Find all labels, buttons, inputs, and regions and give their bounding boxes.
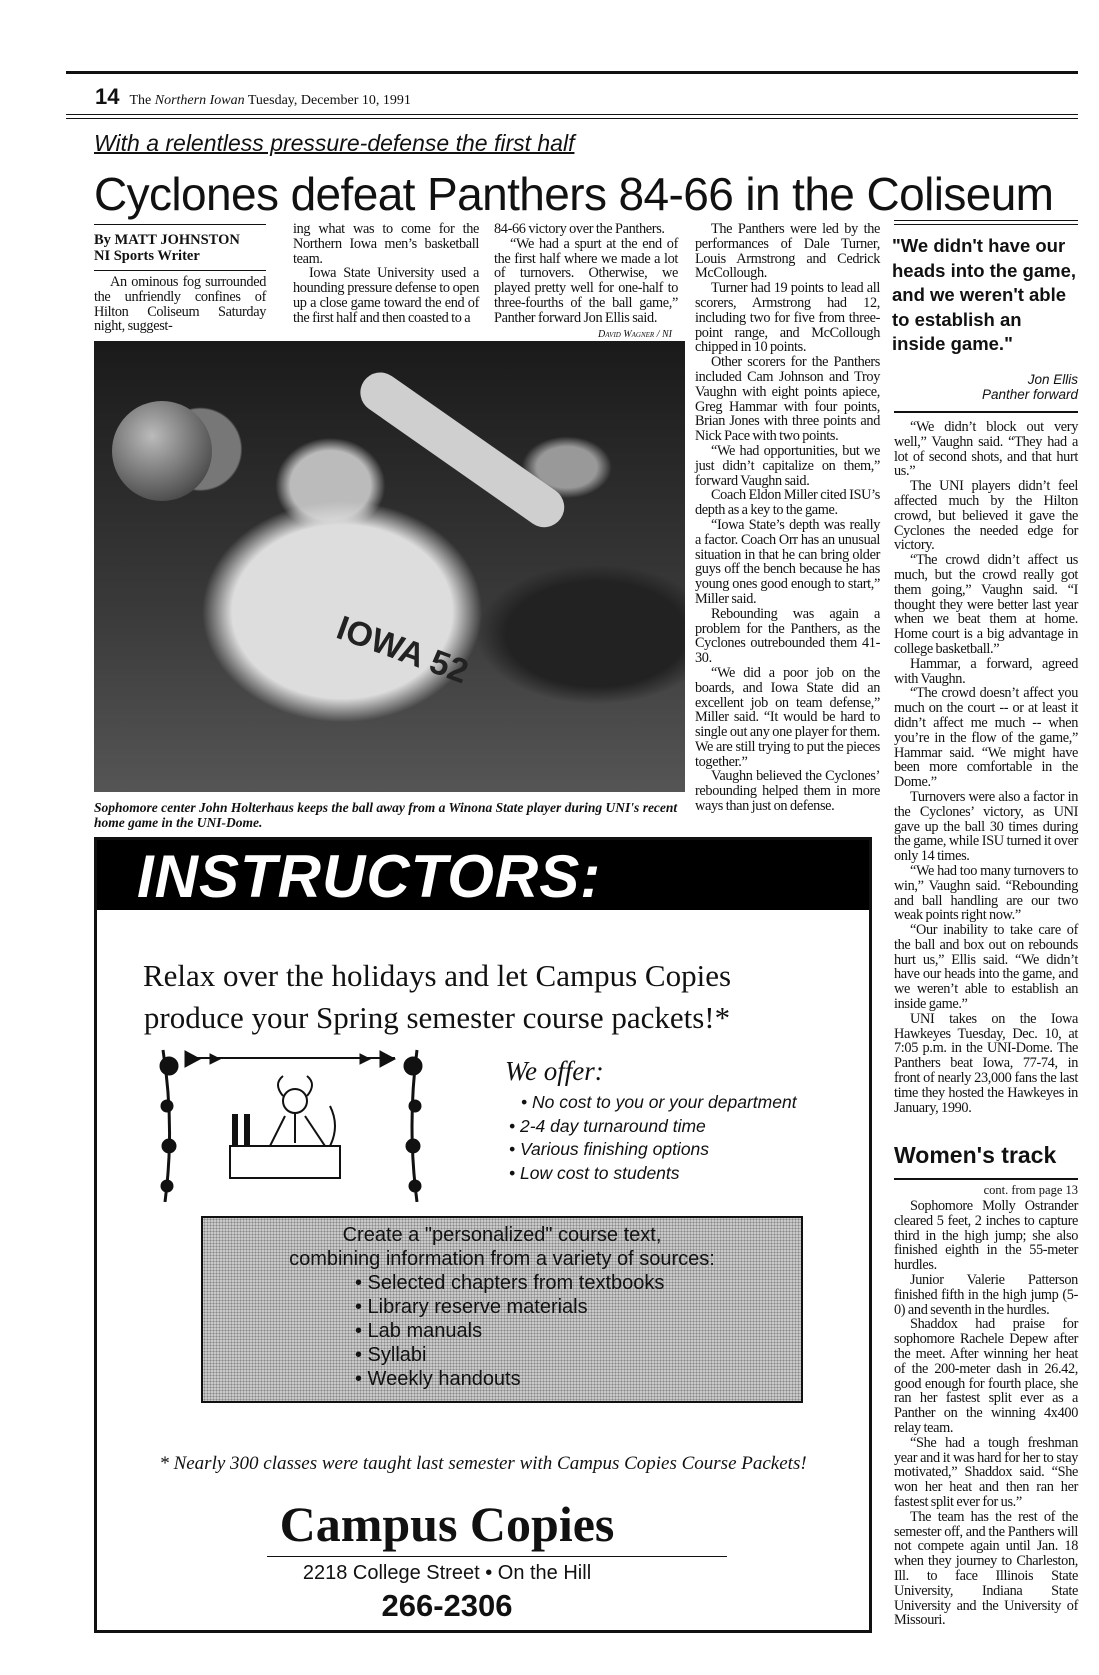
article-col-3 xyxy=(494,222,678,326)
byline-name: By MATT JOHNSTON xyxy=(94,232,240,248)
pull-quote-name: Jon Ellis xyxy=(1027,372,1078,387)
paragraph: Vaughn believed the Cyclones’ rebounding helped them in more ways than just on defense. xyxy=(695,768,880,815)
paragraph: “We didn’t block out very well,” Vaughn said. “They had a lot of second shots, and that hurt us.” xyxy=(894,419,1078,480)
article-col-1 xyxy=(94,275,266,334)
business-phone: 266-2306 xyxy=(381,1588,513,1623)
article-col-4 xyxy=(695,222,880,814)
top-rule xyxy=(66,71,1078,74)
article-col-2 xyxy=(293,222,479,326)
box-item: • Selected chapters from textbooks xyxy=(355,1272,665,1294)
issue-date: Tuesday, December 10, 1991 xyxy=(244,93,411,108)
paragraph: Sophomore Molly Ostrander cleared 5 feet, 2 inches to capture third in the high jump; she also finished eighth in the 55-meter hurdles. xyxy=(894,1198,1078,1274)
headline-rule xyxy=(894,220,1078,221)
paragraph: “We had opportunities, but we just didn’t capitalize on them,” forward Vaughn said. xyxy=(695,442,880,489)
box-item: • Library reserve materials xyxy=(355,1296,588,1318)
sidebar-rule xyxy=(894,1178,1078,1180)
holly-frame xyxy=(160,1050,422,1202)
business-address: 2218 College Street • On the Hill xyxy=(302,1562,592,1584)
paragraph: Hammar, a forward, agreed with Vaughn. xyxy=(894,655,1078,687)
pull-quote-role: Panther forward xyxy=(981,387,1078,402)
pull-quote-attribution xyxy=(894,372,1078,402)
paragraph: “Our inability to take care of the ball and box out on rebounds hurt us,” Ellis said. “We didn’t have our heads into the game, and we weren’t able to establish an inside game.” xyxy=(894,922,1078,1013)
paragraph: Junior Valerie Patterson finished fifth in the high jump (5-0) and seventh in the hurdles. xyxy=(894,1271,1078,1318)
personalized-text-box xyxy=(201,1216,803,1403)
ad-lead xyxy=(97,955,777,1039)
ad-footnote: * Nearly 300 classes were taught last semester with Campus Copies Course Packets! xyxy=(159,1453,807,1474)
folio xyxy=(95,84,411,110)
paragraph: Shaddox had praise for sophomore Rachele Depew after the meet. After winning her heat of the 200-meter dash in 26.42, good enough for fourth place, she ran her fastest split ever as a Panther on the winning 4x400 relay team. xyxy=(894,1316,1078,1436)
paragraph: “We had too many turnovers to win,” Vaughn said. “Rebounding and ball handling are our two weak points right now.” xyxy=(894,862,1078,924)
pull-quote-rule-2 xyxy=(894,411,1078,413)
paragraph: Other scorers for the Panthers included Cam Johnson and Troy Vaughn with eight points apiece, Greg Hammar with four points, Brian Jones with three points and Nick Pace with two points. xyxy=(695,354,880,445)
paper-name: Northern Iowan xyxy=(154,93,245,108)
campus-copies-ad xyxy=(94,837,872,1633)
paragraph: Rebounding was again a problem for the Panthers, as the Cyclones outrebounded them 41-30. xyxy=(695,605,880,667)
paragraph: The team has the rest of the semester off, and the Panthers will not compete again until Jan. 18 when they journey to Charleston, Ill. to face Illinois State University, Indiana State University and the University of Missouri. xyxy=(894,1508,1078,1629)
basketball-photo xyxy=(94,341,685,792)
sidebar-body xyxy=(894,1199,1078,1628)
paragraph: “The crowd didn’t affect us much, but the crowd really got them going,” Vaughn said. “I thought they were better last year when we beat them at home. Home court is a big advantage in college basketball.” xyxy=(894,552,1078,657)
paragraph: UNI takes on the Iowa Hawkeyes Tuesday, Dec. 10, at 7:05 p.m. in the UNI-Dome. The Panthers beat Iowa, 77-74, in front of nearly 23,000 fans the last time they hosted the Hawkeyes in January, 1990. xyxy=(894,1010,1078,1116)
continued-note: cont. from page 13 xyxy=(983,1183,1078,1197)
holly-frame-illustration xyxy=(155,1046,427,1202)
byline-role: NI Sports Writer xyxy=(94,248,200,264)
box-items xyxy=(203,1271,801,1391)
offer-item: • Low cost to students xyxy=(509,1162,680,1183)
paragraph: “Iowa State’s depth was really a factor. Coach Orr has an unusual situation in that he can bring older guys off the bench because he has young ones good enough to start,” Miller said. xyxy=(695,516,880,607)
sidebar-headline: Women's track xyxy=(894,1142,1057,1168)
paragraph: ing what was to come for the Northern Iowa men’s basketball team. xyxy=(293,221,479,267)
paragraph: Coach Eldon Miller cited ISU’s depth as a key to the game. xyxy=(695,487,880,519)
paragraph: Turner had 19 points to lead all scorers, Armstrong had 12, including two for five from three-point range, and McCollough chipped in 10 points. xyxy=(695,280,880,356)
photo-caption: Sophomore center John Holterhaus keeps the ball away from a Winona State player during UNI's recent home game in the UNI-Dome. xyxy=(94,800,678,830)
paragraph: Turnovers were also a factor in the Cyclones’ victory, as UNI gave up the ball 30 times during the game, while ISU turned it over only 14 times. xyxy=(894,788,1078,865)
byline xyxy=(94,232,240,264)
paper-prefix: The xyxy=(129,93,155,108)
basketball xyxy=(112,401,212,501)
defender-arm xyxy=(353,365,573,535)
ad-lead-line-1: Relax over the holidays and let Campus Copies xyxy=(142,958,732,993)
paragraph: “The crowd doesn’t affect you much on the court -- or at least it didn’t affect me much -- when you’re in the flow of the game,” Hammar said. “We might have been more comfortable in the Dome.” xyxy=(894,685,1078,791)
offer-item: • 2-4 day turnaround time xyxy=(509,1115,706,1136)
pull-quote-rule-1 xyxy=(894,224,1078,225)
ad-banner-text: INSTRUCTORS: xyxy=(137,843,602,910)
byline-rule-bottom xyxy=(94,270,266,271)
headline: Cyclones defeat Panthers 84-66 in the Coliseum xyxy=(94,168,1054,220)
box-item: • Weekly handouts xyxy=(355,1368,521,1390)
paragraph: 84-66 victory over the Panthers. xyxy=(494,221,665,237)
ad-lead-line-2: produce your Spring semester course packets!* xyxy=(143,1000,731,1035)
paragraph: “We did a poor job on the boards, and Iowa State did an excellent job on team defense,” Miller said. “It would be hard to single out any one player for them. We are still trying to put the pieces together.” xyxy=(695,664,880,770)
box-title-2: combining information from a variety of sources: xyxy=(289,1248,715,1270)
header-rule-1 xyxy=(66,114,1078,115)
offer-item: • No cost to you or your department xyxy=(521,1092,797,1112)
business-name: Campus Copies xyxy=(279,1496,615,1552)
jersey-text: IOWA 52 xyxy=(331,608,474,692)
relaxing-man-icon xyxy=(230,1076,340,1178)
paragraph: Iowa State University used a hounding pressure defense to open up a close game toward the end of the first half and then coasted to a xyxy=(293,265,479,326)
offer-list xyxy=(509,1091,797,1185)
offer-title: We offer: xyxy=(505,1056,604,1086)
photo-credit: David Wagner / NI xyxy=(598,329,672,340)
kicker: With a relentless pressure-defense the first half xyxy=(94,130,575,156)
box-item: • Syllabi xyxy=(355,1344,427,1366)
article-col-5 xyxy=(894,420,1078,1115)
offer-item: • Various finishing options xyxy=(509,1139,710,1159)
paragraph: “We had a spurt at the end of the first half where we made a lot of turnovers. Otherwise, we played pretty well for one-half to three-fourths of the ball game,” Panther forward Jon Ellis said. xyxy=(494,235,678,326)
pull-quote: "We didn't have our heads into the game, and we weren't able to establish an inside game." xyxy=(892,235,1077,354)
page-number: 14 xyxy=(95,84,120,109)
byline-rule-top xyxy=(94,224,266,225)
paragraph: The UNI players didn’t feel affected much by the Hilton crowd, but believed it gave the Cyclones the needed edge for victory. xyxy=(894,478,1078,554)
paragraph: The Panthers were led by the performances of Dale Turner, Louis Armstrong and Cedrick McCollough. xyxy=(695,221,880,282)
header-rule-2 xyxy=(66,118,1078,119)
ad-rule xyxy=(267,1556,727,1557)
paragraph: “She had a tough freshman year and it was hard for her to stay motivated,” Shaddox said. “She won her heat and then ran her fastest split ever for us.” xyxy=(894,1434,1078,1510)
ad-banner xyxy=(97,840,869,910)
box-item: • Lab manuals xyxy=(355,1320,483,1342)
paragraph: An ominous fog surrounded the unfriendly confines of Hilton Coliseum Saturday night, suggest- xyxy=(94,274,266,335)
box-title-1: Create a "personalized" course text, xyxy=(342,1224,662,1246)
